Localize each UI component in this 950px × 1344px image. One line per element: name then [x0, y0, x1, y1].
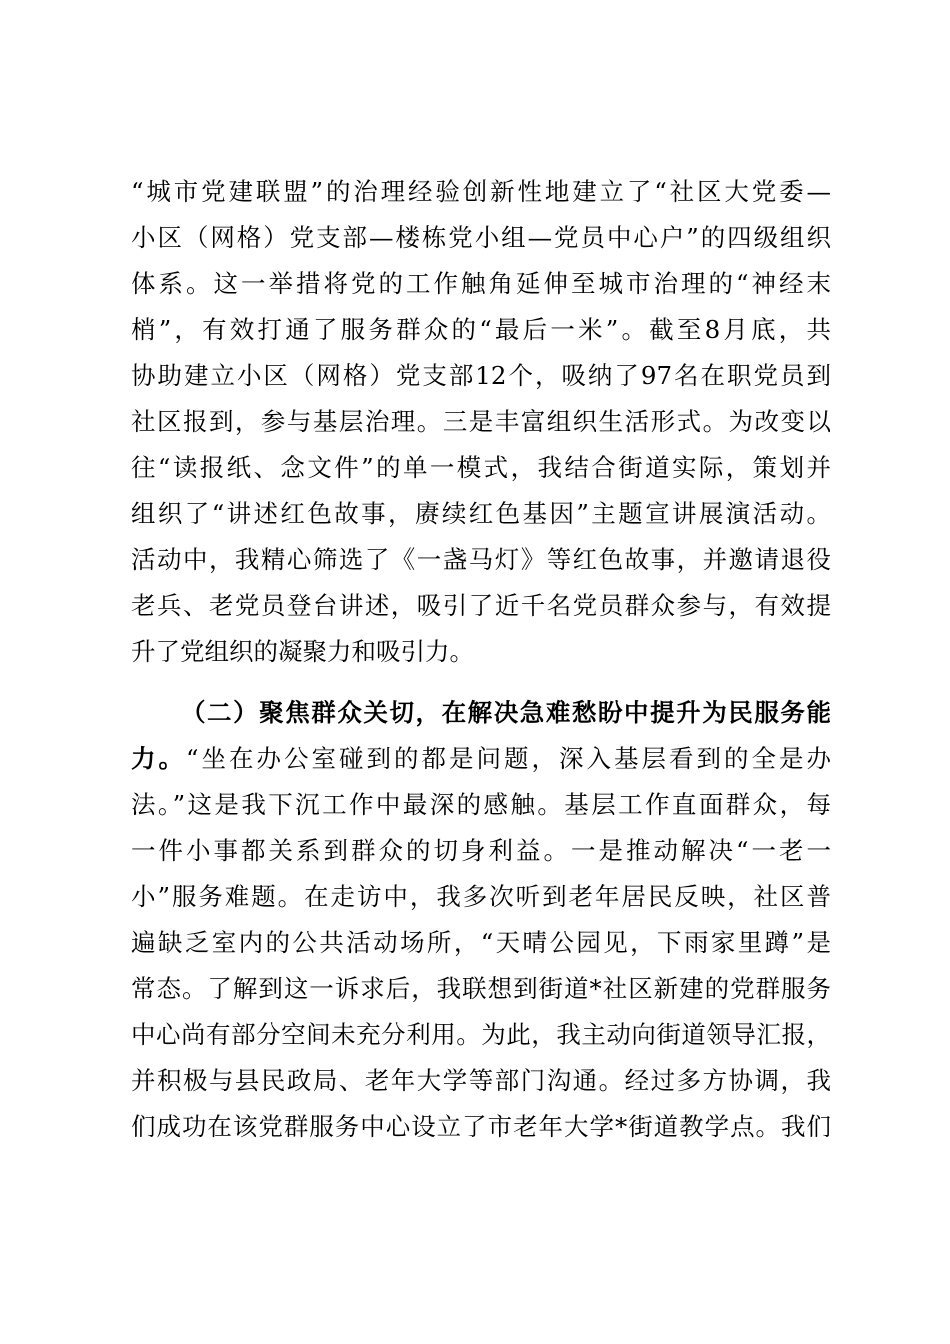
- body-text-line: 协助建立小区（网格）党支部12个，吸纳了97名在职党员到: [131, 361, 831, 390]
- section-heading: （二）聚焦群众关切，在解决急难愁盼中提升为民服务能: [181, 698, 831, 727]
- body-text-line: 中心尚有部分空间未充分利用。为此，我主动向街道领导汇报，: [131, 1020, 831, 1049]
- body-text-line: 们成功在该党群服务中心设立了市老年大学*街道教学点。我们: [131, 1112, 831, 1141]
- quote-text: “坐在办公室碰到的都是问题，深入基层看到的全是办: [186, 744, 831, 773]
- body-text-line: 老兵、老党员登台讲述，吸引了近千名党员群众参与，有效提: [131, 591, 831, 620]
- body-text-line: 小区（网格）党支部—楼栋党小组—党员中心户”的四级组织: [131, 223, 831, 252]
- body-text-line: 梢”，有效打通了服务群众的“最后一米”。截至8月底，共: [131, 315, 831, 344]
- body-text-line: 社区报到，参与基层治理。三是丰富组织生活形式。为改变以: [131, 407, 831, 436]
- body-text-line: 体系。这一举措将党的工作触角延伸至城市治理的“神经末: [131, 269, 831, 298]
- body-text-line: 一件小事都关系到群众的切身利益。一是推动解决“一老一: [131, 836, 831, 865]
- body-text-line: 小”服务难题。在走访中，我多次听到老年居民反映，社区普: [131, 882, 831, 911]
- body-text-line: 常态。了解到这一诉求后，我联想到街道*社区新建的党群服务: [131, 974, 831, 1003]
- body-text-line: “城市党建联盟”的治理经验创新性地建立了“社区大党委—: [131, 177, 831, 206]
- body-text-line: 法。”这是我下沉工作中最深的感触。基层工作直面群众，每: [131, 790, 831, 819]
- body-text-line: 并积极与县民政局、老年大学等部门沟通。经过多方协调，我: [131, 1066, 831, 1095]
- body-text-line: 遍缺乏室内的公共活动场所，“天晴公园见，下雨家里蹲”是: [131, 928, 831, 957]
- body-text-line: 往“读报纸、念文件”的单一模式，我结合街道实际，策划并: [131, 453, 831, 482]
- body-text-line: [131, 744, 831, 774]
- body-text-line: 活动中，我精心筛选了《一盏马灯》等红色故事，并邀请退役: [131, 545, 831, 574]
- section-heading-end: 力。: [131, 744, 186, 773]
- body-text-line: 升了党组织的凝聚力和吸引力。: [131, 637, 474, 666]
- body-text-line: 组织了“讲述红色故事，赓续红色基因”主题宣讲展演活动。: [131, 499, 831, 528]
